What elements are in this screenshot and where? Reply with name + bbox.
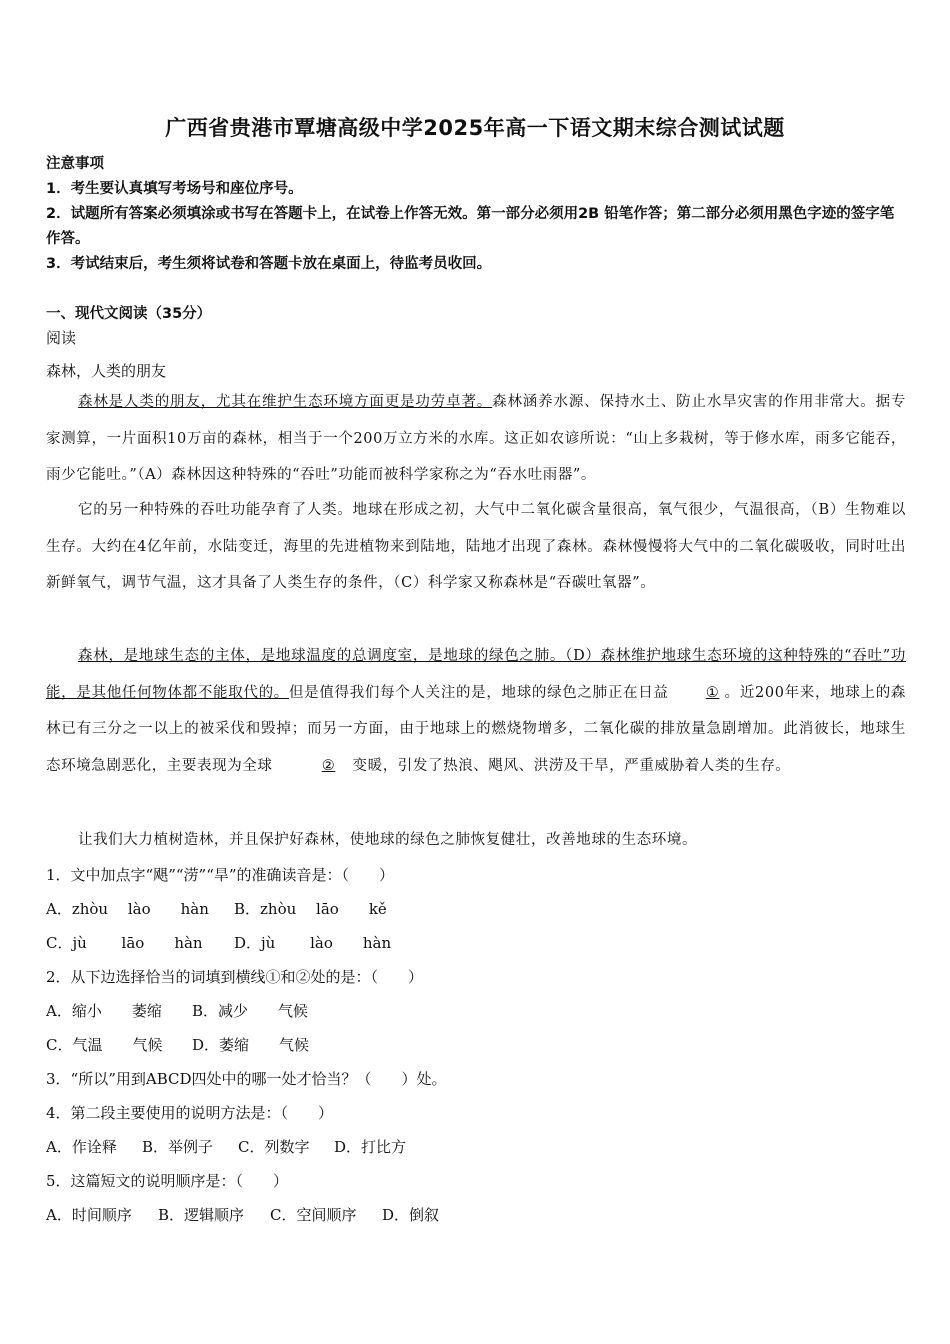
section-instruction: 阅读 — [46, 329, 77, 347]
option: B．举例子 — [142, 1138, 214, 1156]
paragraph-text: 森林涵养水源、保持水土、防止水旱灾害的作用非常大。据专家测算，一片面积10万亩的森林，相当于一个200万立方米的水库。这正如农谚所说：“山上多栽树，等于修水库，雨多它能吞，雨少它能吐。”（A）森林因这种特殊的“吞吐”功能而被科学家称之为“吞水吐雨器”。 — [46, 394, 907, 483]
notice-item: 1．考生要认真填写考场号和座位序号。 — [46, 181, 303, 197]
blank-1: ① — [705, 684, 720, 701]
section-heading: 一、现代文阅读（35分） — [46, 306, 212, 322]
question-4-stem: 4．第二段主要使用的说明方法是：（ ） — [46, 1104, 334, 1122]
option: A．缩小 萎缩 — [46, 1002, 162, 1020]
paragraph-text: 变暖，引发了热浪、飓风、洪涝及干旱，严重威胁着人类的生存。 — [352, 757, 791, 774]
underlined-sentence: 森林，是地球生态的主体，是地球温度的总调度室，是地球的绿色之肺。（D）森林维护地球生态环境的这种特殊的“吞吐”功能，是其他任何物体都不能取代的。 — [46, 648, 906, 701]
question-5-options — [46, 1198, 906, 1232]
question-1-options — [46, 926, 906, 960]
paragraph-text: 。近200年来，地球上的森林已有三分之一以上的被采伐和毁掉；而另一方面，由于地球上的燃烧物增多，二氧化碳的排放量急剧增加。此消彼长，地球生态环境急剧恶化，主要表现为全球 — [46, 684, 907, 774]
question-2-options — [46, 1028, 906, 1062]
question-1-options — [46, 892, 906, 926]
option: D．萎缩 气候 — [192, 1036, 310, 1054]
question-1-stem: 1．文中加点字“飓”“涝”“旱”的准确读音是：（ ） — [46, 866, 395, 884]
article-paragraph-2: 它的另一种特殊的吞吐功能孕育了人类。地球在形成之初，大气中二氧化碳含量很高，氧气很少，气温很高，（B）生物难以生存。大约在4亿年前，水陆变迁，海里的先进植物来到陆地，陆地才出现了森林。森林慢慢将大气中的二氧化碳吸收，同时吐出新鲜氧气，调节气温，这才具备了人类生存的条件，（C）科学家又称森林是“吞碳吐氧器”。 — [46, 502, 906, 591]
notice-heading: 注意事项 — [46, 156, 104, 172]
option: C．列数字 — [238, 1138, 310, 1156]
question-4-options — [46, 1130, 906, 1164]
article-paragraph-3 — [46, 638, 906, 784]
article-paragraph-1 — [46, 384, 906, 494]
blank-2: ② — [321, 757, 336, 774]
question-5-stem: 5．这篇短文的说明顺序是：（ ） — [46, 1172, 289, 1190]
question-2-options — [46, 994, 906, 1028]
article-paragraph-4: 让我们大力植树造林，并且保护好森林，使地球的绿色之肺恢复健壮，改善地球的生态环境。 — [78, 832, 698, 848]
option: D．倒叙 — [382, 1206, 440, 1224]
option: A．zhòu lào hàn — [46, 900, 209, 918]
option: D．jù lào hàn — [234, 934, 392, 952]
option: B．减少 气候 — [192, 1002, 309, 1020]
option: B．逻辑顺序 — [158, 1206, 245, 1224]
underlined-sentence: 森林是人类的朋友，尤其在维护生态环境方面更是功劳卓著。 — [78, 394, 493, 410]
option: C．气温 气候 — [46, 1036, 163, 1054]
option: C．jù lāo hàn — [46, 934, 203, 952]
option: A．作诠释 — [46, 1138, 117, 1156]
notice-item: 3．考试结束后，考生须将试卷和答题卡放在桌面上，待监考员收回。 — [46, 256, 492, 272]
notice-section — [46, 152, 906, 277]
option: D．打比方 — [334, 1138, 407, 1156]
questions — [46, 858, 906, 1232]
option: A．时间顺序 — [46, 1206, 132, 1224]
option: C．空间顺序 — [270, 1206, 357, 1224]
article-title: 森林，人类的朋友 — [46, 362, 167, 380]
paragraph-text: 但是值得我们每个人关注的是，地球的绿色之肺正在日益 — [288, 684, 669, 701]
question-3-stem: 3．“所以”用到ABCD四处中的哪一处才恰当？（ ）处。 — [46, 1070, 447, 1088]
option: B．zhòu lāo kě — [234, 900, 387, 918]
page-title: 广西省贵港市覃塘高级中学2025年高一下语文期末综合测试试题 — [165, 116, 785, 140]
notice-item: 2．试题所有答案必须填涂或书写在答题卡上，在试卷上作答无效。第一部分必须用2B 铅笔作答；第二部分必须用黑色字迹的签字笔作答。 — [46, 206, 895, 247]
question-2-stem: 2．从下边选择恰当的词填到横线①和②处的是：（ ） — [46, 968, 424, 986]
